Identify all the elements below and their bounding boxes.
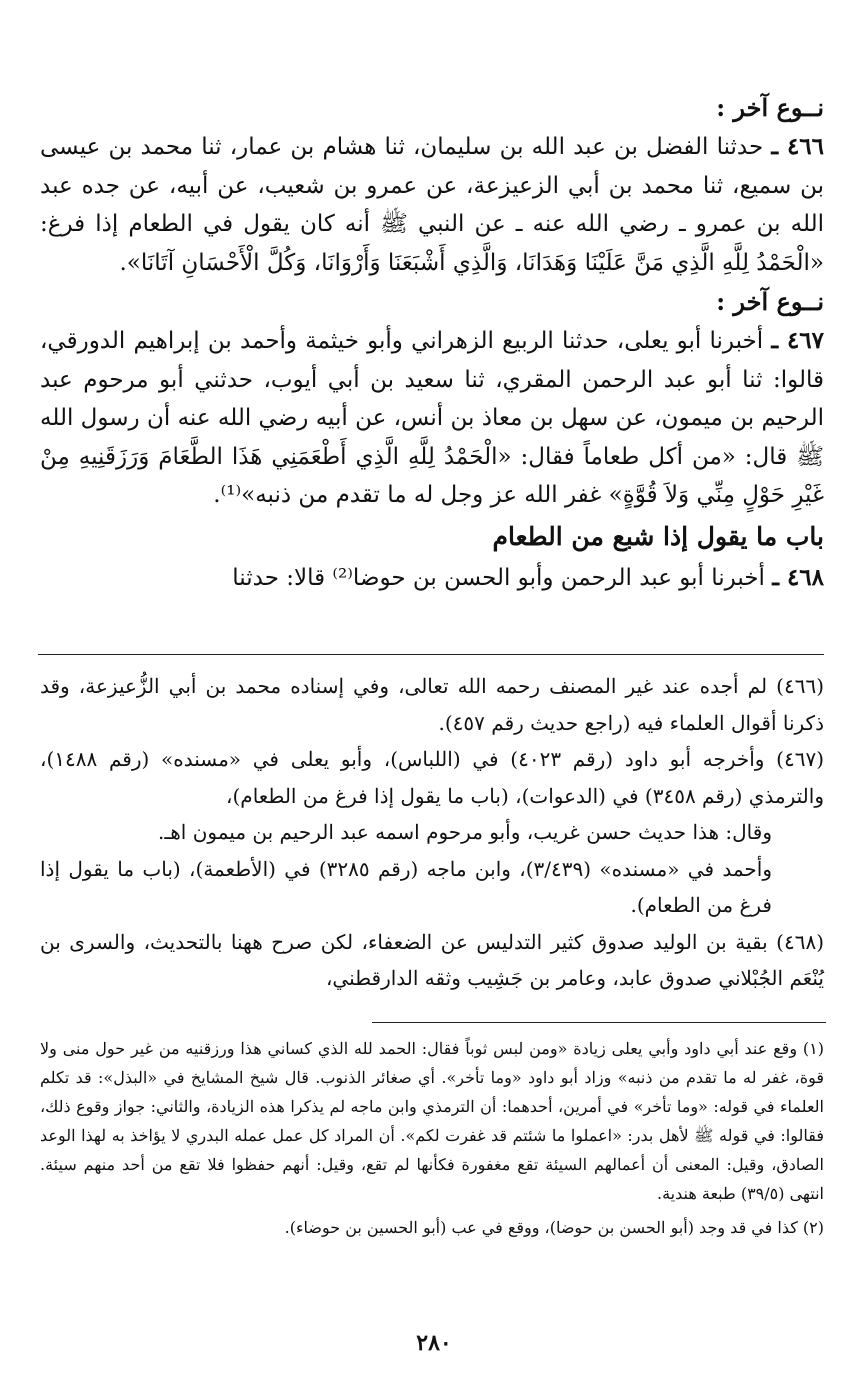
main-text: [40, 88, 824, 597]
hadith-466: [40, 128, 824, 282]
hadith-quote: «الْحَمْدُ لِلَّهِ الَّذِي مَنَّ عَلَيْنَا وَهَدَانَا، وَالَّذِي أَشْبَعَنَا وَأَرْوَانَا، وَكُلَّ الْأَحْسَانِ آتَانَا».: [119, 249, 824, 276]
hadith-number: ٤٦٨ ـ: [772, 563, 824, 591]
note-467: (٤٦٧) وأخرجه أبو داود (رقم ٤٠٢٣) في (اللباس)، وأبو يعلى في «مسنده» (رقم ١٤٨٨)، والترمذي (رقم ٣٤٥٨) في (الدعوات)، (باب ما يقول إذا فرغ من الطعام)،: [40, 747, 824, 808]
footnote-divider: [372, 1022, 826, 1023]
hadith-number: ٤٦٧ ـ: [771, 327, 825, 354]
chapter-title: باب ما يقول إذا شبع من الطعام: [492, 521, 824, 551]
hadith-text: أخبرنا أبو يعلى، حدثنا الربيع الزهراني وأبو خيثمة وأحمد بن إبراهيم الدورقي، قالوا: ثنا أبو عبد الرحمن المقري، ثنا سعيد بن أبي أيوب، حدثني أبو مرحوم عبد الرحيم بن ميمون، عن سهل بن معاذ بن أنس، عن أبيه رضي الله عنه أن رسول الله ﷺ قال: «من أكل طعاماً فقال:: [40, 328, 825, 470]
hadith-number: ٤٦٦ ـ: [771, 133, 824, 160]
hadith-text: أخبرنا أبو عبد الرحمن وأبو الحسن بن حوضا⁽²⁾ قالا: حدثنا: [232, 564, 765, 591]
footnote-2: (٢) كذا في قد وجد (أبو الحسن بن حوضا)، ووقع في عب (أبو الحسين بن حوضاء).: [284, 1218, 824, 1237]
note-468: (٤٦٨) بقية بن الوليد صدوق كثير التدليس عن الضعفاء، لكن صرح ههنا بالتحديث، والسرى بن يُنْعَم الجُبْلاني صدوق عابد، وعامر بن جَشِيب وثقه الدارقطني،: [40, 929, 824, 990]
section-heading-2: نــوع آخر :: [716, 287, 824, 316]
footnote-1: (١) وقع عند أبي داود وأبي يعلى زيادة «ومن لبس ثوباً فقال: الحمد لله الذي كساني هذا ورزقنيه من غير حول منى ولا قوة، غفر له ما تقدم من ذنبه» وزاد أبو داود «وما تأخر». أي صغائر الذنوب. قال شيخ المشايخ في «البذل»: قد تكلم العلماء في قوله: «وما تأخر» في أمرين، أحدهما: أن الترمذي وابن ماجه لم يذكرا هذه الزيادة، والثاني: جواز وقوع ذلك، فقالوا: في قوله ﷺ لأهل بدر: «اعملوا ما شئتم قد غفرت لكم». أن المراد كل عمل عمله البدري لا يؤاخذ به لهذا الوعد الصادق، وقيل: المعنى أن أعمالهم السيئة تقع مغفورة فكأنها لم تقع، وقيل: أنهم حفظوا فلا تقع من أحد منهم سيئة. انتهى (٣٩/٥) طبعة هندية.: [40, 1039, 825, 1203]
note-467-cont-2: وأحمد في «مسنده» (٣/٤٣٩)، وابن ماجه (رقم ٣٢٨٥) في (الأطعمة)، (باب ما يقول إذا فرغ من الطعام).: [40, 856, 773, 917]
divider-line: [38, 654, 824, 655]
commentary-notes: [40, 668, 824, 997]
footnotes: [40, 1034, 824, 1247]
hadith-text: حدثنا الفضل بن عبد الله بن سليمان، ثنا هشام بن عمار، ثنا محمد بن عيسى بن سميع، ثنا محمد بن أبي الزعيزعة، عن عمرو بن شعيب، عن أبيه، عن جده عبد الله بن عمرو ـ رضي الله عنه ـ عن النبي ﷺ أنه كان يقول في الطعام إذا فرغ:: [40, 134, 824, 237]
note-467-cont: وقال: هذا حديث حسن غريب، وأبو مرحوم اسمه عبد الرحيم بن ميمون اهـ.: [158, 820, 772, 844]
note-466: (٤٦٦) لم أجده عند غير المصنف رحمه الله تعالى، وفي إسناده محمد بن أبي الزُّعيزعة، وقد ذكرنا أقوال العلماء فيه (راجع حديث رقم ٤٥٧).: [40, 674, 824, 735]
hadith-tail: غفر الله عز وجل له ما تقدم من ذنبه»⁽¹⁾.: [213, 482, 602, 508]
hadith-468: [40, 559, 824, 598]
section-heading-1: نــوع آخر :: [716, 93, 824, 122]
hadith-467: [40, 322, 824, 515]
hadith-quote: «الْحَمْدُ لِلَّهِ الَّذِي أَطْعَمَنِي هَذَا الطَّعَامَ وَرَزَقَنِيهِ مِنْ غَيْرِ حَوْلٍ مِنِّي وَلاَ قُوَّةٍ»: [40, 443, 824, 508]
page-number: ٢٨٠: [416, 1330, 452, 1356]
